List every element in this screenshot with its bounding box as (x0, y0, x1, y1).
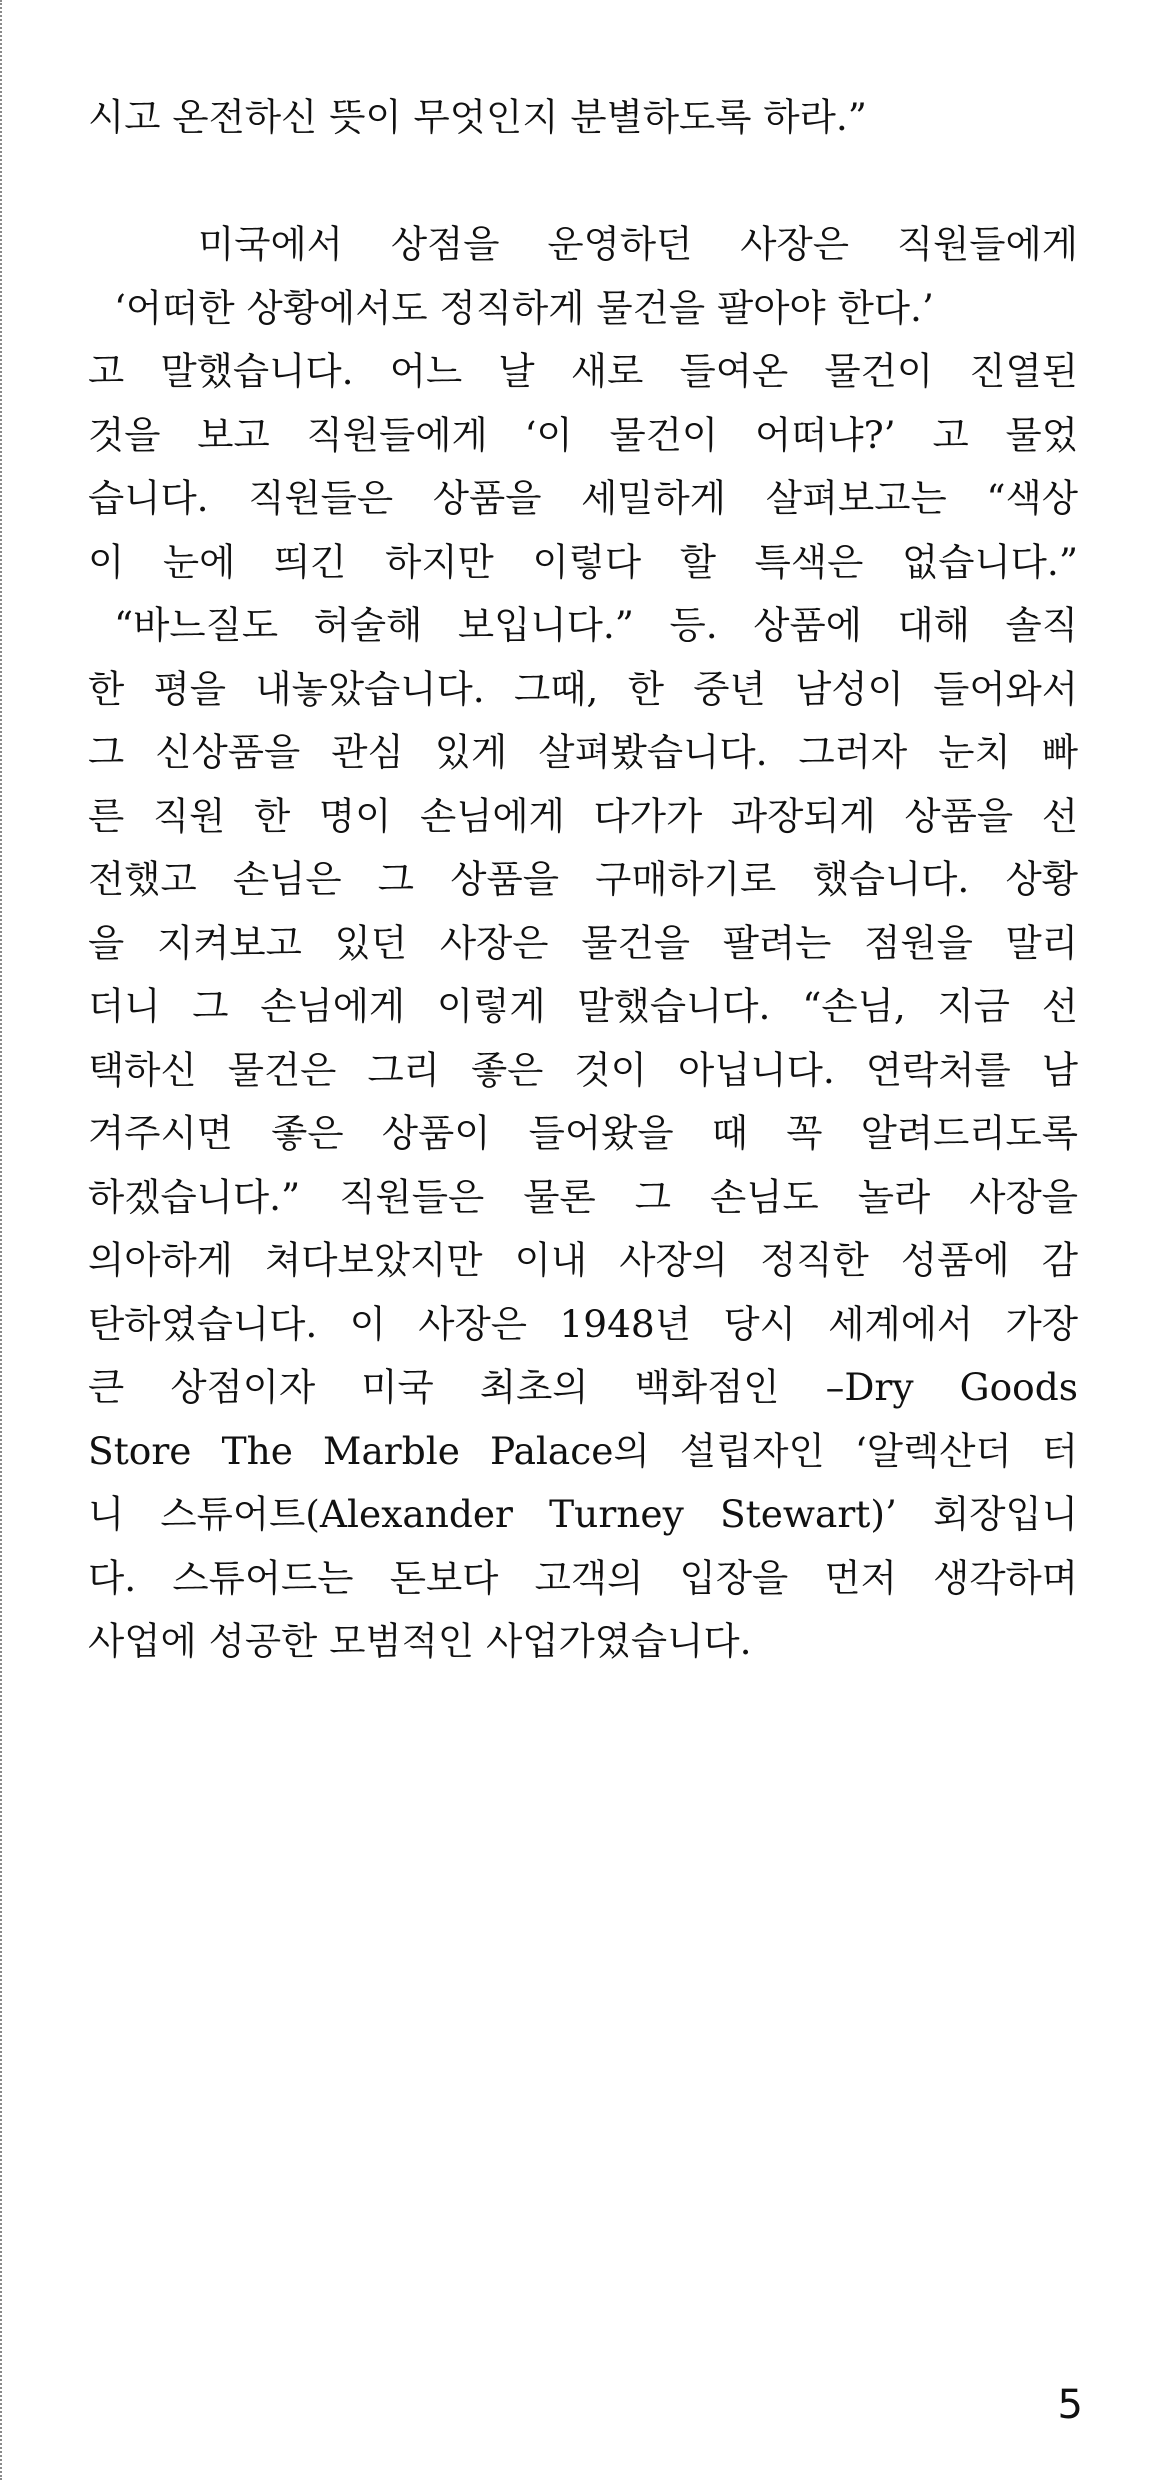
text-line: 사업에 성공한 모범적인 사업가였습니다. (88, 1619, 752, 1663)
text-line: 의아하게 쳐다보았지만 이내 사장의 정직한 성품에 감 (88, 1238, 1078, 1282)
text-line: 하겠습니다.” 직원들은 물론 그 손님도 놀라 사장을 (88, 1174, 1078, 1219)
text-line: 시고 온전하신 뜻이 무엇인지 분별하도록 하라.” (88, 95, 867, 139)
text-line: 이 눈에 띄긴 하지만 이렇다 할 특색은 없습니다.” (88, 539, 1078, 584)
text-line: Store The Marble Palace의 설립자인 ‘알렉산더 터 (88, 1428, 1078, 1473)
text-line: 전했고 손님은 그 상품을 구매하기로 했습니다. 상황 (88, 857, 1078, 901)
page-edge-dotted-rule (0, 0, 2, 2480)
text-line: 른 직원 한 명이 손님에게 다가가 과장되게 상품을 선 (88, 793, 1078, 838)
text-line: 고 말했습니다. 어느 날 새로 들여온 물건이 진열된 (88, 349, 1078, 393)
text-line: 택하신 물건은 그리 좋은 것이 아닙니다. 연락처를 남 (88, 1047, 1078, 1092)
text-line: 습니다. 직원들은 상품을 세밀하게 살펴보고는 “색상 (88, 476, 1078, 520)
text-line: 겨주시면 좋은 상품이 들어왔을 때 꼭 알려드리도록 (88, 1111, 1078, 1155)
text-line: 한 평을 내놓았습니다. 그때, 한 중년 남성이 들어와서 (88, 666, 1078, 711)
text-line: 니 스튜어트(Alexander Turney Stewart)’ 회장입니 (88, 1492, 1078, 1536)
text-line: 더니 그 손님에게 이렇게 말했습니다. “손님, 지금 선 (88, 984, 1078, 1028)
text-line: 것을 보고 직원들에게 ‘이 물건이 어떠냐?’ 고 물었 (88, 412, 1078, 457)
page-number: 5 (1057, 2382, 1083, 2428)
paragraph-first-line: 미국에서 상점을 운영하던 사장은 직원들에게 (198, 222, 1078, 266)
text-line: 큰 상점이자 미국 최초의 백화점인 –Dry Goods (88, 1365, 1078, 1409)
body-text (88, 86, 1078, 1674)
text-line: “바느질도 허술해 보입니다.” 등. 상품에 대해 솔직 (114, 603, 1078, 647)
text-line: 탄하였습니다. 이 사장은 1948년 당시 세계에서 가장 (88, 1301, 1078, 1346)
text-line: 다. 스튜어드는 돈보다 고객의 입장을 먼저 생각하며 (88, 1555, 1078, 1600)
text-line: 그 신상품을 관심 있게 살펴봤습니다. 그러자 눈치 빠 (88, 730, 1078, 774)
text-line: 을 지켜보고 있던 사장은 물건을 팔려는 점원을 말리 (88, 920, 1078, 965)
blank-line (88, 150, 1078, 214)
text-line: ‘어떠한 상황에서도 정직하게 물건을 팔아야 한다.’ (114, 285, 934, 330)
